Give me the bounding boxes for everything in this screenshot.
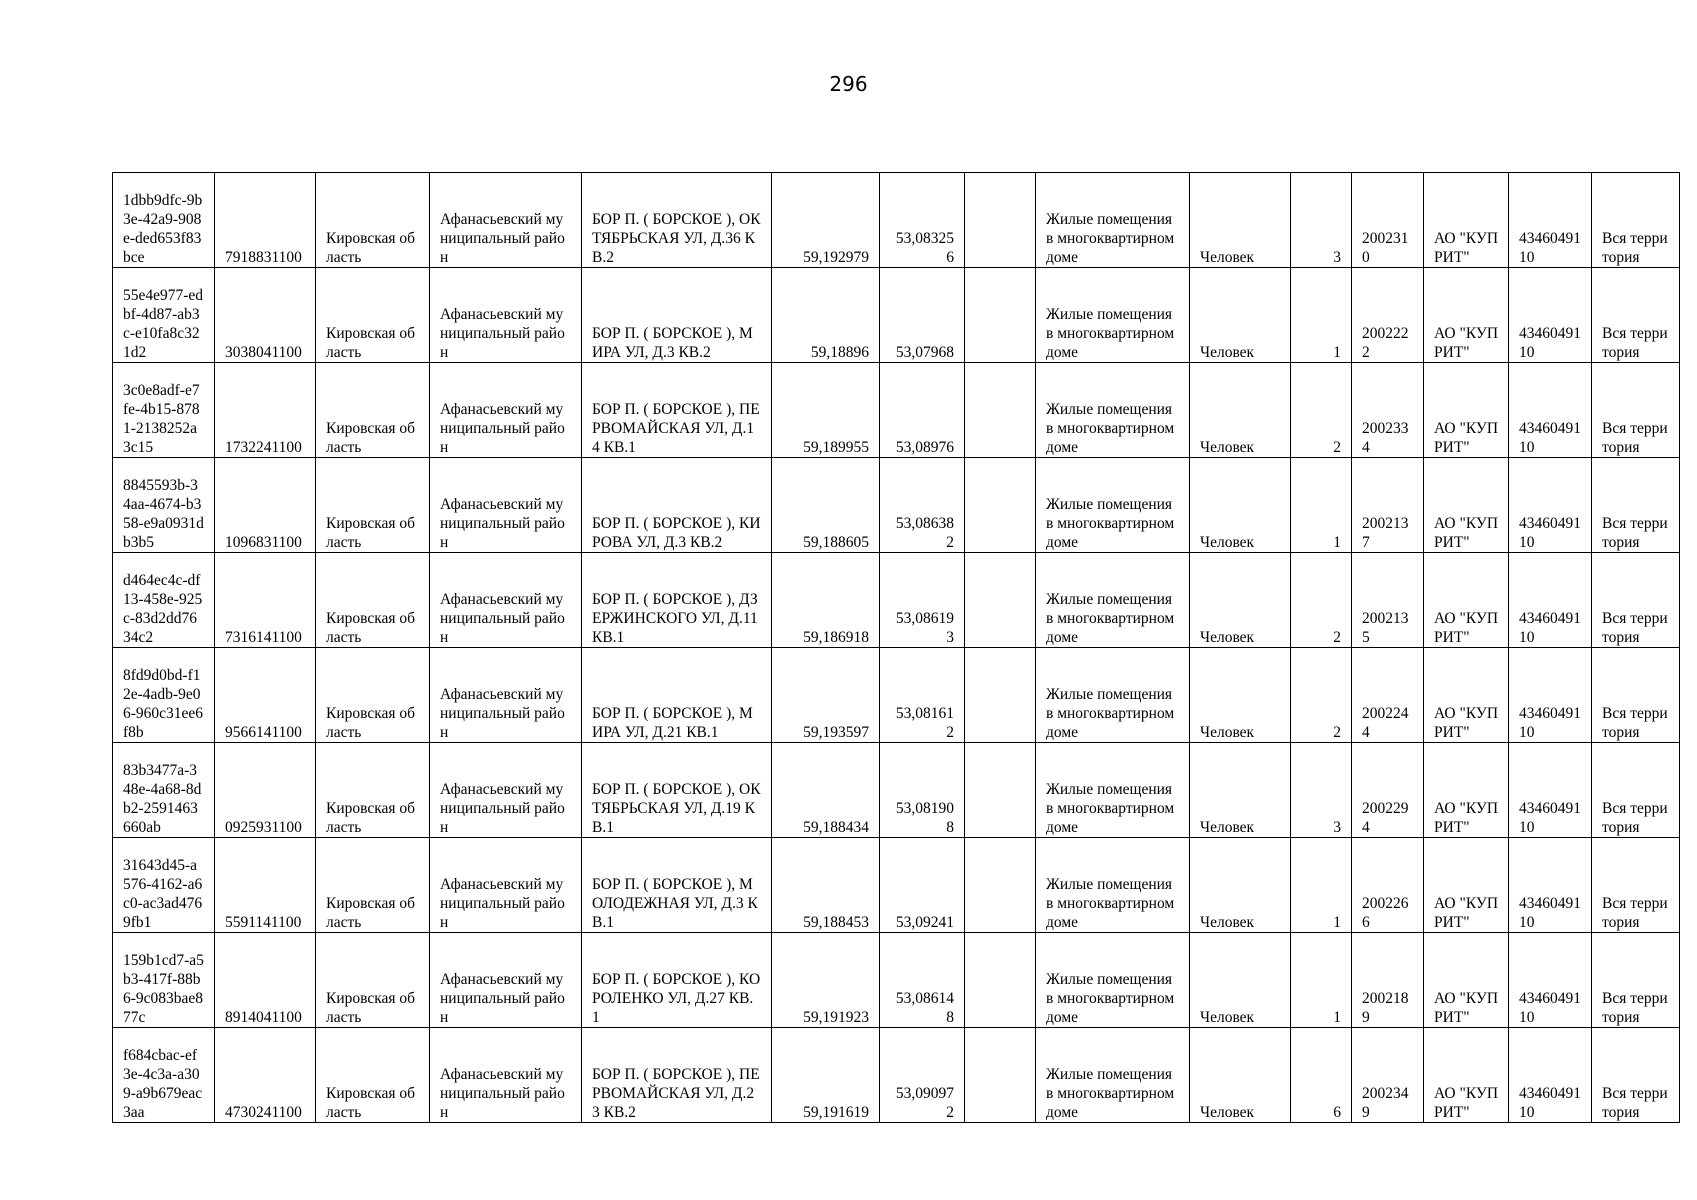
- row-district: Афанасьевский муниципальный район: [430, 743, 582, 838]
- row-longitude: 53,081612: [880, 648, 965, 743]
- row-latitude: 59,186918: [772, 553, 880, 648]
- row-organization: АО "КУПРИТ": [1424, 363, 1509, 458]
- row-unit: Человек: [1190, 268, 1291, 363]
- row-guid: d464ec4c-df13-458e-925c-83d2dd7634c2: [113, 553, 215, 648]
- row-unit: Человек: [1190, 458, 1291, 553]
- row-code: 0925931100: [215, 743, 316, 838]
- row-address: БОР П. ( БОРСКОЕ ), МОЛОДЕЖНАЯ УЛ, Д.3 КВ.1: [582, 838, 772, 933]
- row-territory: Вся территория: [1592, 553, 1680, 648]
- row-guid: 1dbb9dfc-9b3e-42a9-908e-ded653f83bce: [113, 173, 215, 268]
- row-unit: Человек: [1190, 363, 1291, 458]
- row-longitude: 53,086382: [880, 458, 965, 553]
- row-guid: 31643d45-a576-4162-a6c0-ac3ad4769fb1: [113, 838, 215, 933]
- row-empty-cell: [965, 838, 1036, 933]
- row-code: 7316141100: [215, 553, 316, 648]
- row-number: 2002266: [1352, 838, 1424, 933]
- row-region: Кировская область: [316, 553, 430, 648]
- row-longitude: 53,07968: [880, 268, 965, 363]
- table-row: [113, 553, 1680, 648]
- row-address: БОР П. ( БОРСКОЕ ), КОРОЛЕНКО УЛ, Д.27 КВ.1: [582, 933, 772, 1028]
- row-inn: 4346049110: [1509, 173, 1592, 268]
- row-number: 2002334: [1352, 363, 1424, 458]
- row-longitude: 53,090972: [880, 1028, 965, 1123]
- table-row: [113, 838, 1680, 933]
- row-longitude: 53,09241: [880, 838, 965, 933]
- row-code: 8914041100: [215, 933, 316, 1028]
- row-premises-type: Жилые помещения в многоквартирном доме: [1036, 933, 1190, 1028]
- row-territory: Вся территория: [1592, 933, 1680, 1028]
- row-empty-cell: [965, 933, 1036, 1028]
- row-premises-type: Жилые помещения в многоквартирном доме: [1036, 1028, 1190, 1123]
- row-premises-type: Жилые помещения в многоквартирном доме: [1036, 363, 1190, 458]
- row-organization: АО "КУПРИТ": [1424, 743, 1509, 838]
- row-count: 2: [1291, 648, 1352, 743]
- row-district: Афанасьевский муниципальный район: [430, 648, 582, 743]
- row-unit: Человек: [1190, 1028, 1291, 1123]
- row-organization: АО "КУПРИТ": [1424, 553, 1509, 648]
- row-guid: 8fd9d0bd-f12e-4adb-9e06-960c31ee6f8b: [113, 648, 215, 743]
- row-guid: 159b1cd7-a5b3-417f-88b6-9c083bae877c: [113, 933, 215, 1028]
- row-territory: Вся территория: [1592, 648, 1680, 743]
- row-count: 1: [1291, 268, 1352, 363]
- row-region: Кировская область: [316, 648, 430, 743]
- row-empty-cell: [965, 173, 1036, 268]
- row-district: Афанасьевский муниципальный район: [430, 553, 582, 648]
- row-unit: Человек: [1190, 838, 1291, 933]
- row-unit: Человек: [1190, 743, 1291, 838]
- row-number: 2002189: [1352, 933, 1424, 1028]
- row-address: БОР П. ( БОРСКОЕ ), МИРА УЛ, Д.21 КВ.1: [582, 648, 772, 743]
- row-code: 3038041100: [215, 268, 316, 363]
- row-count: 3: [1291, 173, 1352, 268]
- row-guid: f684cbac-ef3e-4c3a-a309-a9b679eac3aa: [113, 1028, 215, 1123]
- row-territory: Вся территория: [1592, 1028, 1680, 1123]
- row-region: Кировская область: [316, 743, 430, 838]
- row-region: Кировская область: [316, 933, 430, 1028]
- row-longitude: 53,086193: [880, 553, 965, 648]
- row-code: 1732241100: [215, 363, 316, 458]
- row-territory: Вся территория: [1592, 173, 1680, 268]
- row-region: Кировская область: [316, 268, 430, 363]
- row-organization: АО "КУПРИТ": [1424, 838, 1509, 933]
- row-district: Афанасьевский муниципальный район: [430, 173, 582, 268]
- row-latitude: 59,188605: [772, 458, 880, 553]
- table-row: [113, 268, 1680, 363]
- table-row: [113, 1028, 1680, 1123]
- row-count: 2: [1291, 363, 1352, 458]
- row-empty-cell: [965, 458, 1036, 553]
- row-district: Афанасьевский муниципальный район: [430, 933, 582, 1028]
- row-address: БОР П. ( БОРСКОЕ ), ОКТЯБРЬСКАЯ УЛ, Д.36 КВ.2: [582, 173, 772, 268]
- row-territory: Вся территория: [1592, 458, 1680, 553]
- row-count: 2: [1291, 553, 1352, 648]
- row-latitude: 59,188453: [772, 838, 880, 933]
- row-count: 3: [1291, 743, 1352, 838]
- table-row: [113, 173, 1680, 268]
- row-number: 2002349: [1352, 1028, 1424, 1123]
- row-premises-type: Жилые помещения в многоквартирном доме: [1036, 743, 1190, 838]
- row-guid: 3c0e8adf-e7fe-4b15-8781-2138252a3c15: [113, 363, 215, 458]
- table-row: [113, 363, 1680, 458]
- row-region: Кировская область: [316, 173, 430, 268]
- row-district: Афанасьевский муниципальный район: [430, 363, 582, 458]
- row-latitude: 59,189955: [772, 363, 880, 458]
- row-premises-type: Жилые помещения в многоквартирном доме: [1036, 173, 1190, 268]
- row-inn: 4346049110: [1509, 743, 1592, 838]
- row-longitude: 53,081908: [880, 743, 965, 838]
- row-inn: 4346049110: [1509, 553, 1592, 648]
- row-territory: Вся территория: [1592, 838, 1680, 933]
- row-premises-type: Жилые помещения в многоквартирном доме: [1036, 268, 1190, 363]
- page-number: 296: [829, 72, 868, 96]
- row-address: БОР П. ( БОРСКОЕ ), МИРА УЛ, Д.3 КВ.2: [582, 268, 772, 363]
- row-code: 5591141100: [215, 838, 316, 933]
- row-guid: 8845593b-34aa-4674-b358-e9a0931db3b5: [113, 458, 215, 553]
- row-unit: Человек: [1190, 173, 1291, 268]
- row-empty-cell: [965, 1028, 1036, 1123]
- row-latitude: 59,193597: [772, 648, 880, 743]
- row-latitude: 59,188434: [772, 743, 880, 838]
- row-district: Афанасьевский муниципальный район: [430, 1028, 582, 1123]
- row-district: Афанасьевский муниципальный район: [430, 268, 582, 363]
- row-count: 6: [1291, 1028, 1352, 1123]
- row-unit: Человек: [1190, 648, 1291, 743]
- row-inn: 4346049110: [1509, 933, 1592, 1028]
- row-number: 2002310: [1352, 173, 1424, 268]
- row-premises-type: Жилые помещения в многоквартирном доме: [1036, 648, 1190, 743]
- row-latitude: 59,191923: [772, 933, 880, 1028]
- row-inn: 4346049110: [1509, 648, 1592, 743]
- row-guid: 55e4e977-edbf-4d87-ab3c-e10fa8c321d2: [113, 268, 215, 363]
- row-district: Афанасьевский муниципальный район: [430, 458, 582, 553]
- row-unit: Человек: [1190, 933, 1291, 1028]
- row-inn: 4346049110: [1509, 1028, 1592, 1123]
- row-inn: 4346049110: [1509, 363, 1592, 458]
- row-longitude: 53,083256: [880, 173, 965, 268]
- row-code: 9566141100: [215, 648, 316, 743]
- table-row: [113, 648, 1680, 743]
- row-organization: АО "КУПРИТ": [1424, 1028, 1509, 1123]
- row-number: 2002294: [1352, 743, 1424, 838]
- data-table: [112, 172, 1680, 1123]
- row-latitude: 59,18896: [772, 268, 880, 363]
- row-latitude: 59,191619: [772, 1028, 880, 1123]
- row-territory: Вся территория: [1592, 743, 1680, 838]
- row-region: Кировская область: [316, 363, 430, 458]
- row-organization: АО "КУПРИТ": [1424, 268, 1509, 363]
- row-premises-type: Жилые помещения в многоквартирном доме: [1036, 838, 1190, 933]
- row-empty-cell: [965, 268, 1036, 363]
- row-district: Афанасьевский муниципальный район: [430, 838, 582, 933]
- row-count: 1: [1291, 458, 1352, 553]
- row-address: БОР П. ( БОРСКОЕ ), ПЕРВОМАЙСКАЯ УЛ, Д.14 КВ.1: [582, 363, 772, 458]
- table-row: [113, 743, 1680, 838]
- row-premises-type: Жилые помещения в многоквартирном доме: [1036, 458, 1190, 553]
- row-number: 2002135: [1352, 553, 1424, 648]
- row-empty-cell: [965, 363, 1036, 458]
- row-empty-cell: [965, 743, 1036, 838]
- row-region: Кировская область: [316, 838, 430, 933]
- row-code: 7918831100: [215, 173, 316, 268]
- row-longitude: 53,08976: [880, 363, 965, 458]
- table-row: [113, 933, 1680, 1028]
- row-count: 1: [1291, 838, 1352, 933]
- row-number: 2002222: [1352, 268, 1424, 363]
- row-code: 4730241100: [215, 1028, 316, 1123]
- row-organization: АО "КУПРИТ": [1424, 458, 1509, 553]
- row-address: БОР П. ( БОРСКОЕ ), ДЗЕРЖИНСКОГО УЛ, Д.11 КВ.1: [582, 553, 772, 648]
- row-organization: АО "КУПРИТ": [1424, 173, 1509, 268]
- row-empty-cell: [965, 648, 1036, 743]
- row-code: 1096831100: [215, 458, 316, 553]
- row-territory: Вся территория: [1592, 363, 1680, 458]
- row-unit: Человек: [1190, 553, 1291, 648]
- row-longitude: 53,086148: [880, 933, 965, 1028]
- row-empty-cell: [965, 553, 1036, 648]
- row-address: БОР П. ( БОРСКОЕ ), ПЕРВОМАЙСКАЯ УЛ, Д.23 КВ.2: [582, 1028, 772, 1123]
- row-inn: 4346049110: [1509, 268, 1592, 363]
- row-guid: 83b3477a-348e-4a68-8db2-2591463660ab: [113, 743, 215, 838]
- row-inn: 4346049110: [1509, 458, 1592, 553]
- row-region: Кировская область: [316, 1028, 430, 1123]
- row-address: БОР П. ( БОРСКОЕ ), КИРОВА УЛ, Д.3 КВ.2: [582, 458, 772, 553]
- row-address: БОР П. ( БОРСКОЕ ), ОКТЯБРЬСКАЯ УЛ, Д.19 КВ.1: [582, 743, 772, 838]
- row-count: 1: [1291, 933, 1352, 1028]
- row-inn: 4346049110: [1509, 838, 1592, 933]
- row-number: 2002137: [1352, 458, 1424, 553]
- table-body: [113, 173, 1680, 1123]
- row-territory: Вся территория: [1592, 268, 1680, 363]
- row-number: 2002244: [1352, 648, 1424, 743]
- row-premises-type: Жилые помещения в многоквартирном доме: [1036, 553, 1190, 648]
- row-latitude: 59,192979: [772, 173, 880, 268]
- row-organization: АО "КУПРИТ": [1424, 648, 1509, 743]
- row-organization: АО "КУПРИТ": [1424, 933, 1509, 1028]
- row-region: Кировская область: [316, 458, 430, 553]
- table-row: [113, 458, 1680, 553]
